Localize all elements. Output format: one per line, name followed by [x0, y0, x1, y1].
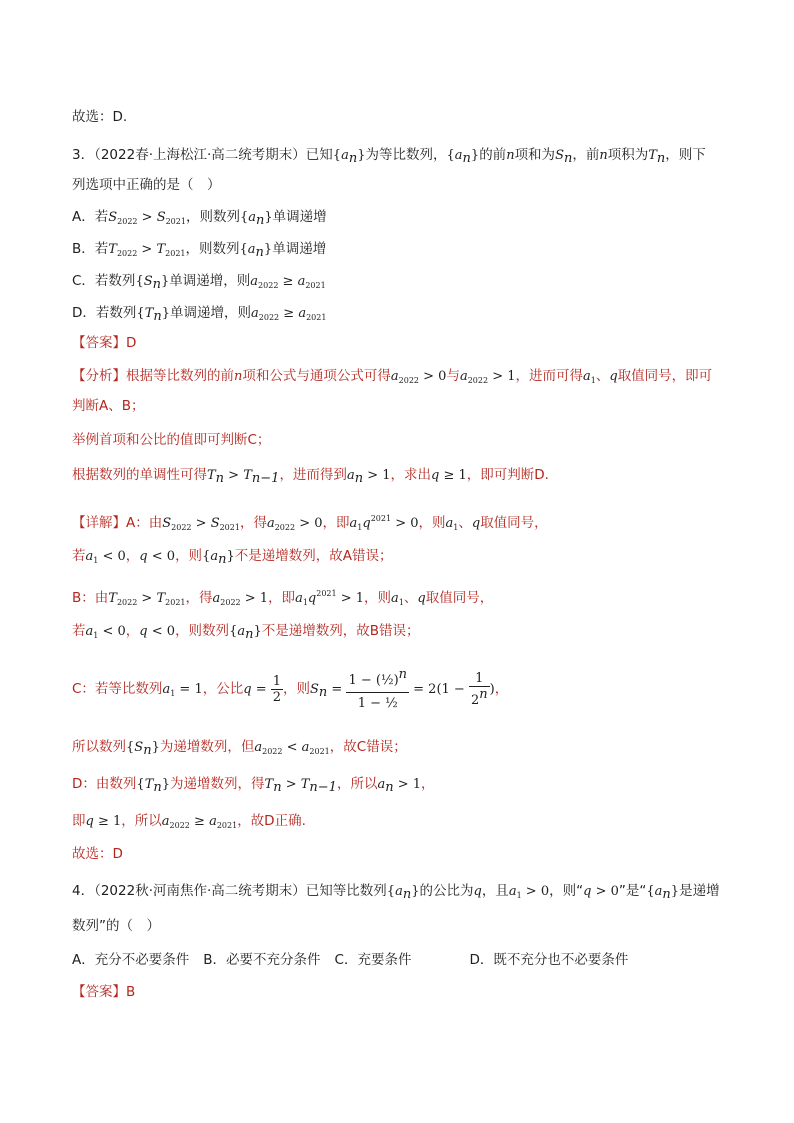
option-b: B．若$T_{2022} > T_{2021}$，则数列$\{a_n\}$单调递增 [72, 241, 327, 260]
question-4-stem: 4．（2022秋·河南焦作·高二统考期末）已知等比数列$\{a_n\}$的公比为q，且$a_1 > 0$，则“q > 0”是“$\{a_n\}$是递增 [72, 883, 720, 902]
detail-line-3: B：由$T_{2022} > T_{2021}$，得$a_{2022} > 1$，即$a_1q^{2021} > 1$，则$a_1$、q取值同号， [72, 589, 494, 607]
option-c: C．若数列$\{S_n\}$单调递增，则$a_{2022} \ge a_{2021}$ [72, 273, 326, 292]
text-line: 故选：D. [72, 109, 128, 125]
analysis-line-3: 举例首项和公比的值即可判断C； [72, 432, 271, 448]
analysis-line-1: 【分析】根据等比数列的前n项和公式与通项公式可得$a_{2022} > 0$与$a_{2022} > 1$，进而可得$a_1$、q取值同号，即可 [72, 368, 713, 385]
detail-conclusion: 故选：D [72, 846, 123, 862]
analysis-line-4: 根据数列的单调性可得$T_n > T_{n-1}$，进而得到$a_n > 1$，求出q ≥ 1，即可判断D. [72, 467, 549, 486]
detail-line-5: C：若等比数列$a_1 = 1$，公比q = $\frac{1}{2}$ ，则$S_n$ = $\frac{1 - (\frac{1}{2})^n}{\text{1 − ½}}$ = 2(1 − $\frac{1}{2^n}$ )， [72, 660, 508, 723]
answer-label: 【答案】D [72, 335, 137, 351]
option-a: A．若$S_{2022} > S_{2021}$，则数列$\{a_n\}$单调递增 [72, 209, 327, 228]
detail-line-6: 所以数列$\{S_n\}$为递增数列，但$a_{2022} < a_{2021}$，故C错误； [72, 739, 407, 758]
question-4-options: A．充分不必要条件 B．必要不充分条件 C．充要条件 D．既不充分也不必要条件 [72, 952, 629, 968]
detail-line-4: 若$a_1 < 0$，q < 0，则数列$\{a_n\}$不是递增数列，故B错误； [72, 623, 420, 642]
detail-line-1: 【详解】A：由$S_{2022} > S_{2021}$，得$a_{2022} > 0$，即$a_1q^{2021} > 0$，则$a_1$、q取值同号， [72, 514, 548, 532]
detail-line-8: 即q ≥ 1，所以$a_{2022} \ge a_{2021}$，故D正确. [72, 813, 306, 830]
answer-label-2: 【答案】B [72, 984, 136, 1000]
detail-line-2: 若$a_1 < 0$，q < 0，则$\{a_n\}$不是递增数列，故A错误； [72, 548, 393, 567]
question-3-stem-2: 列选项中正确的是（ ） [72, 177, 221, 193]
question-4-stem-2: 数列”的（ ） [72, 918, 160, 934]
detail-line-7: D：由数列$\{T_n\}$为递增数列，得$T_n > T_{n-1}$，所以$a_n > 1$， [72, 776, 435, 795]
analysis-line-2: 判断A、B； [72, 398, 145, 414]
question-3-stem: 3．（2022春·上海松江·高二统考期末）已知$\{a_n\}$为等比数列，$\{a_n\}$的前n项和为$S_n$，前n项积为$T_n$，则下 [72, 147, 706, 166]
option-d: D．若数列$\{T_n\}$单调递增，则$a_{2022} \ge a_{2021}$ [72, 305, 327, 324]
